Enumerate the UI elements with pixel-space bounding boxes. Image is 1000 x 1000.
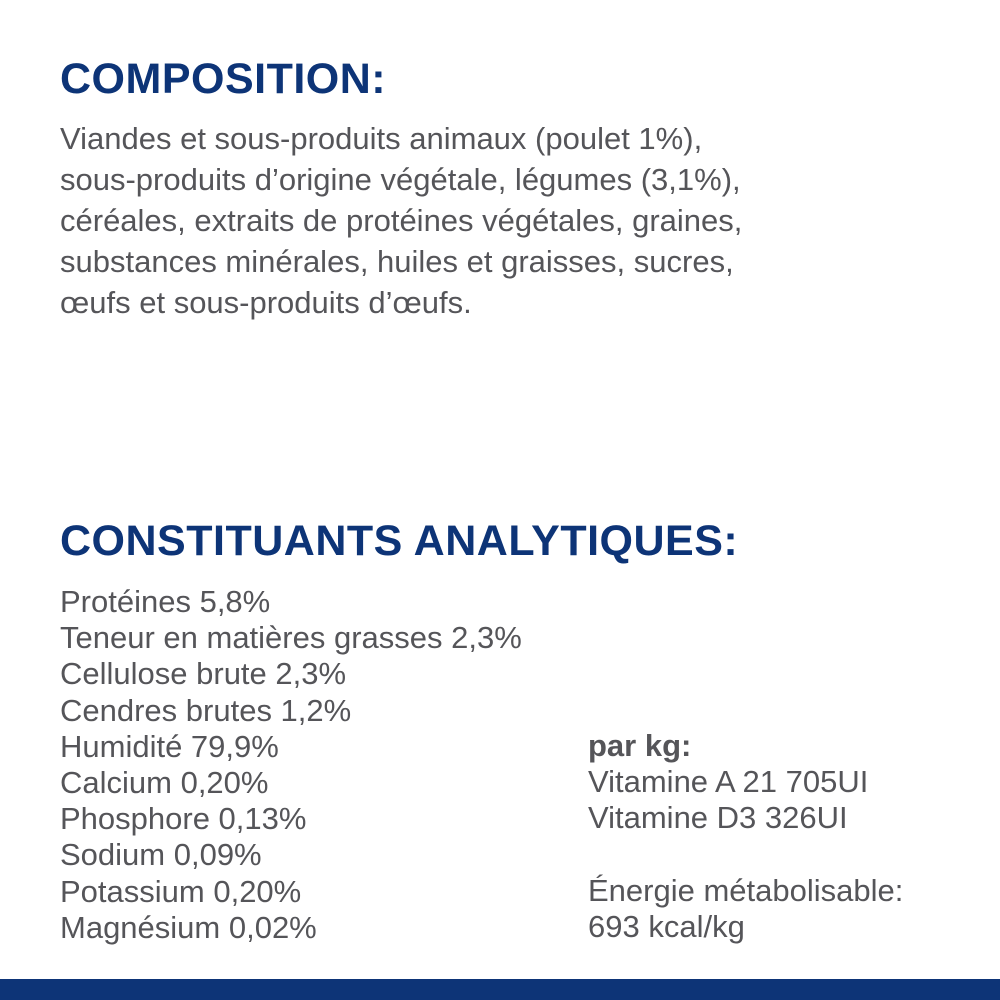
analytics-list [60,584,522,946]
analytic-item: Potassium 0,20% [60,873,302,909]
analytic-item: Calcium 0,20% [60,765,269,801]
analytic-item: Cellulose brute 2,3% [60,656,347,692]
composition-line: céréales, extraits de protéines végétales, graines, [60,203,743,238]
analytic-item: Protéines 5,8% [60,584,271,619]
composition-line: sous-produits d’origine végétale, légumes (3,1%), [60,162,741,197]
composition-text [60,118,960,323]
energy-label: Énergie métabolisable: [588,872,904,908]
energy-value: 693 kcal/kg [588,909,745,944]
per-kg-block [588,728,903,945]
spacer [588,837,903,873]
composition-heading: COMPOSITION: [60,55,387,103]
vitamin-item: Vitamine D3 326UI [588,800,848,836]
vitamin-item: Vitamine A 21 705UI [588,764,869,800]
analytic-item: Magnésium 0,02% [60,909,317,945]
analytic-item: Sodium 0,09% [60,837,262,873]
composition-line: substances minérales, huiles et graisses, sucres, [60,244,734,279]
analytic-item: Phosphore 0,13% [60,801,307,837]
analytics-heading: CONSTITUANTS ANALYTIQUES: [60,517,739,565]
analytic-item: Teneur en matières grasses 2,3% [60,620,522,656]
per-kg-label: par kg: [588,728,692,763]
composition-line: Viandes et sous-produits animaux (poulet 1%), [60,121,703,156]
bottom-bar [0,979,1000,1000]
analytic-item: Cendres brutes 1,2% [60,692,352,728]
analytic-item: Humidité 79,9% [60,728,279,764]
composition-line: œufs et sous-produits d’œufs. [60,285,472,320]
